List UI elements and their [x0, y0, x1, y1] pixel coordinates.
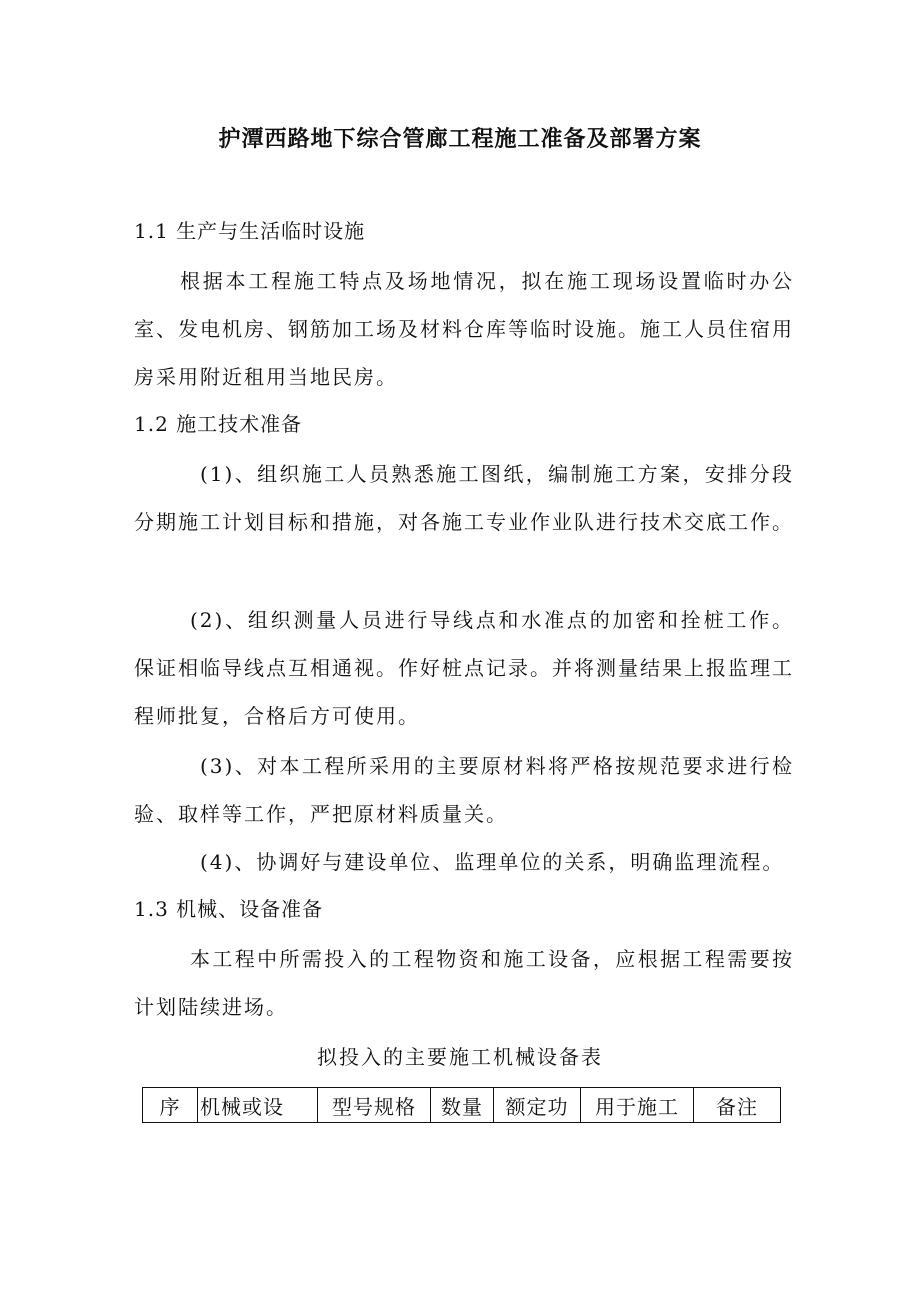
table-header-cell: 数量	[431, 1088, 494, 1123]
table-header-cell: 型号规格	[318, 1088, 431, 1123]
paragraph-temporary-facilities: 根据本工程施工特点及场地情况，拟在施工现场设置临时办公室、发电机房、钢筋加工场及材料仓库等临时设施。施工人员住宿用房采用附近租用当地民房。	[134, 269, 794, 389]
equipment-table	[142, 1087, 781, 1123]
table-header-cell: 额定功	[494, 1088, 581, 1123]
section-heading-1-3: 1.3 机械、设备准备	[134, 897, 324, 921]
paragraph-equipment-prep: 本工程中所需投入的工程物资和施工设备，应根据工程需要按计划陆续进场。	[134, 947, 794, 1019]
table-header-row	[143, 1088, 781, 1123]
paragraph-tech-prep-item-4: (4)、协调好与建设单位、监理单位的关系，明确监理流程。	[200, 850, 785, 874]
table-caption: 拟投入的主要施工机械设备表	[317, 1045, 603, 1069]
table-header-cell: 备注	[694, 1088, 781, 1123]
table-header-cell: 机械或设	[198, 1088, 318, 1123]
table-header-cell: 用于施工	[581, 1088, 694, 1123]
section-heading-1-2: 1.2 施工技术准备	[134, 412, 303, 436]
paragraph-tech-prep-item-2: (2)、组织测量人员进行导线点和水准点的加密和拴桩工作。保证相临导线点互相通视。作好桩点记录。并将测量结果上报监理工程师批复，合格后方可使用。	[134, 608, 794, 728]
section-heading-1-1: 1.1 生产与生活临时设施	[134, 219, 366, 243]
paragraph-tech-prep-item-3: (3)、对本工程所采用的主要原材料将严格按规范要求进行检验、取样等工作，严把原材料质量关。	[134, 754, 794, 826]
document-title: 护潭西路地下综合管廊工程施工准备及部署方案	[218, 126, 702, 152]
paragraph-tech-prep-item-1: (1)、组织施工人员熟悉施工图纸，编制施工方案，安排分段分期施工计划目标和措施，对各施工专业作业队进行技术交底工作。	[134, 462, 794, 534]
table-header-cell: 序	[143, 1088, 198, 1123]
